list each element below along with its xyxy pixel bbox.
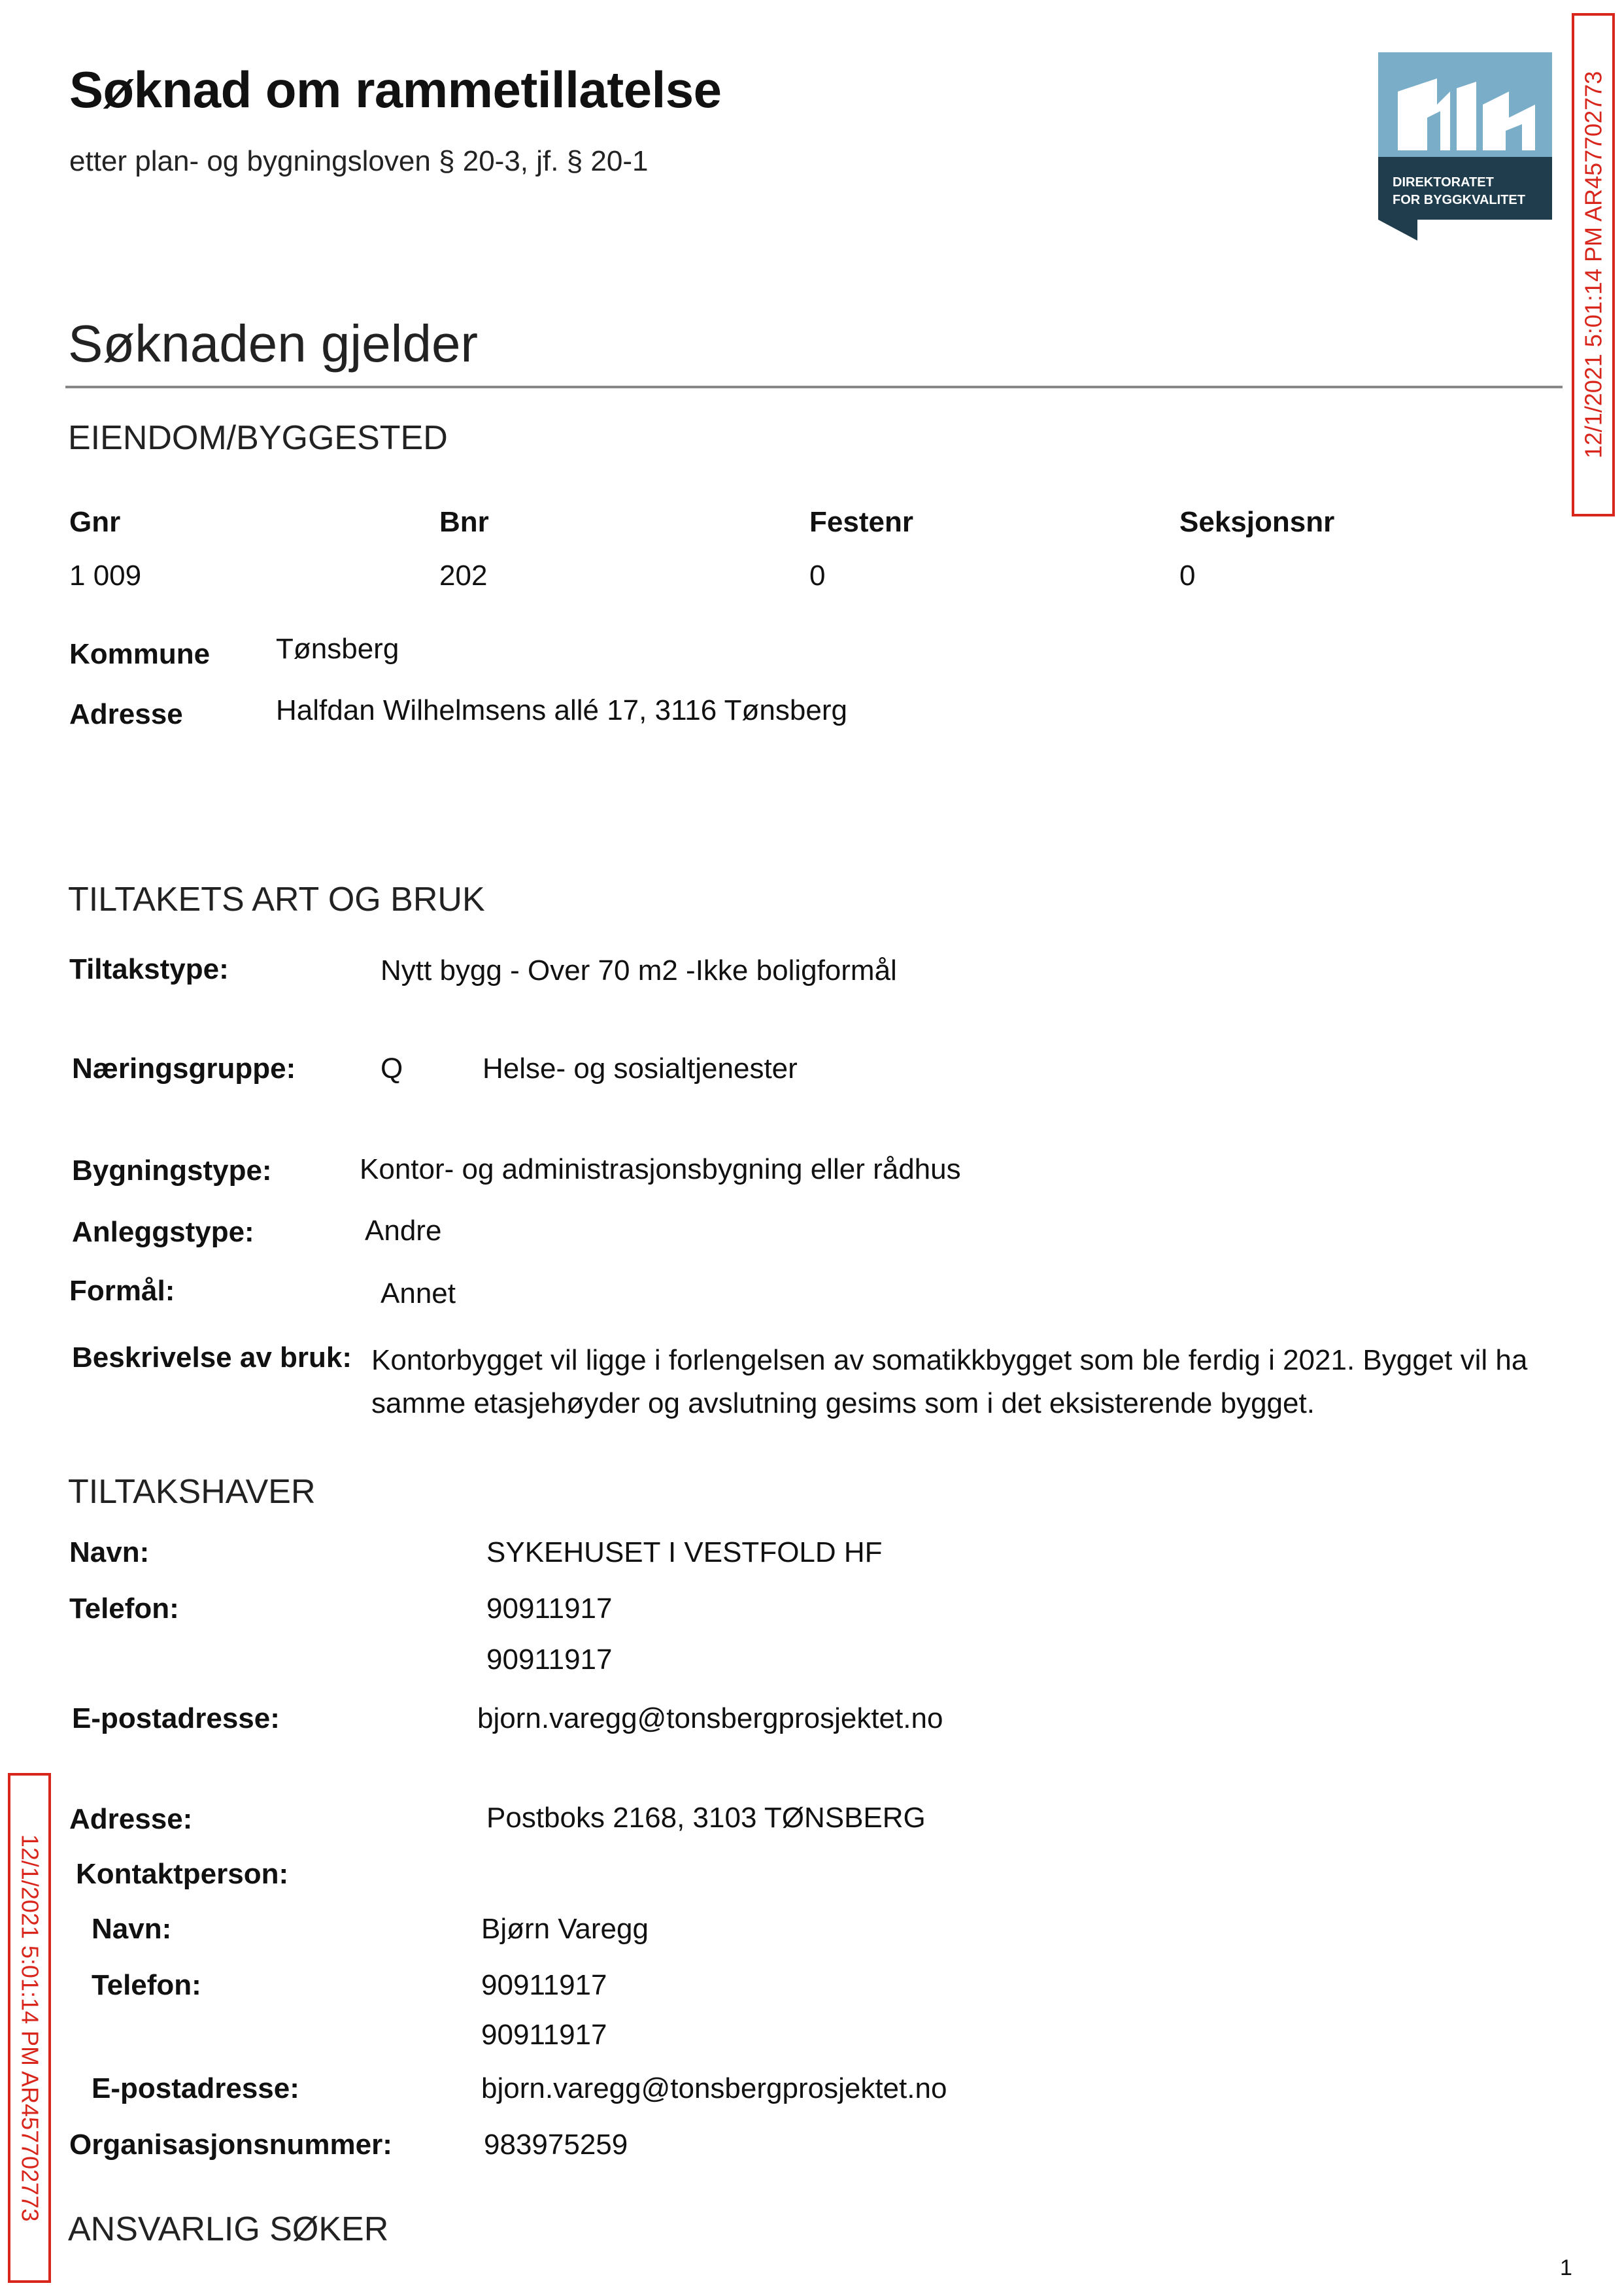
- kontakt-telefon-value-1: 90911917: [481, 1969, 607, 2001]
- dibk-logo-icon: [1378, 52, 1552, 241]
- tiltakshaver-navn-value: SYKEHUSET I VESTFOLD HF: [486, 1536, 883, 1568]
- ansvarlig-soker-heading: ANSVARLIG SØKER: [68, 2210, 389, 2248]
- bygningstype-label: Bygningstype:: [72, 1155, 272, 1187]
- logo-line2: FOR BYGGKVALITET: [1393, 193, 1525, 207]
- naeringsgruppe-code: Q: [381, 1053, 403, 1085]
- dibk-logo: [1378, 52, 1552, 241]
- kommune-label: Kommune: [69, 638, 211, 670]
- section-title: Søknaden gjelder: [68, 314, 479, 373]
- festenr-label: Festenr: [809, 506, 913, 538]
- kommune-value: Tønsberg: [276, 633, 399, 665]
- gnr-value: 1 009: [69, 560, 142, 592]
- bnr-value: 202: [439, 560, 488, 592]
- tiltakshaver-adresse-label: Adresse:: [69, 1803, 193, 1835]
- adresse-label: Adresse: [69, 698, 183, 730]
- tiltakshaver-telefon-value-2: 90911917: [486, 1644, 613, 1676]
- tiltak-heading: TILTAKETS ART OG BRUK: [68, 881, 485, 919]
- beskrivelse-value: Kontorbygget vil ligge i forlengelsen av somatikkbygget som ble ferdig i 2021. Bygget vil ha samme etasjehøyder og avslutning gesims som i det eksisterende bygget.: [371, 1344, 1528, 1419]
- section-divider: [65, 386, 1563, 388]
- gnr-label: Gnr: [69, 506, 121, 538]
- kontakt-epost-value: bjorn.varegg@tonsbergprosjektet.no: [481, 2072, 947, 2104]
- logo-line1: DIREKTORATET: [1393, 175, 1494, 190]
- beskrivelse-label: Beskrivelse av bruk:: [72, 1341, 352, 1374]
- kontakt-telefon-label: Telefon:: [92, 1969, 201, 2001]
- document-title: Søknad om rammetillatelse: [69, 61, 722, 118]
- seksjonsnr-label: Seksjonsnr: [1179, 506, 1335, 538]
- stamp-text-left: 12/1/2021 5:01:14 PM AR457702773: [16, 1834, 43, 2222]
- orgnr-value: 983975259: [484, 2129, 628, 2161]
- tiltakshaver-adresse-value: Postboks 2168, 3103 TØNSBERG: [486, 1802, 926, 1834]
- formal-value: Annet: [381, 1277, 456, 1309]
- tiltakshaver-telefon-value-1: 90911917: [486, 1593, 613, 1625]
- tiltakshaver-heading: TILTAKSHAVER: [68, 1473, 316, 1511]
- anleggstype-value: Andre: [365, 1215, 442, 1247]
- orgnr-label: Organisasjonsnummer:: [69, 2129, 392, 2161]
- adresse-value: Halfdan Wilhelmsens allé 17, 3116 Tønsberg: [276, 694, 847, 726]
- kontakt-telefon-value-2: 90911917: [481, 2019, 607, 2051]
- formal-label: Formål:: [69, 1275, 175, 1307]
- bnr-label: Bnr: [439, 506, 489, 538]
- seksjonsnr-value: 0: [1179, 560, 1196, 592]
- document-subtitle: etter plan- og bygningsloven § 20-3, jf. § 20-1: [69, 145, 649, 177]
- bygningstype-value: Kontor- og administrasjonsbygning eller rådhus: [360, 1153, 961, 1185]
- anleggstype-label: Anleggstype:: [72, 1216, 254, 1248]
- kontakt-navn-label: Navn:: [92, 1913, 172, 1945]
- stamp-text-right: 12/1/2021 5:01:14 PM AR457702773: [1580, 71, 1606, 459]
- naeringsgruppe-value: Helse- og sosialtjenester: [482, 1053, 798, 1085]
- kontakt-epost-label: E-postadresse:: [92, 2072, 299, 2104]
- received-stamp-left: [8, 1773, 51, 2283]
- page-number: 1: [1560, 2255, 1572, 2280]
- eiendom-heading: EIENDOM/BYGGESTED: [68, 419, 448, 457]
- kontakt-navn-value: Bjørn Varegg: [481, 1913, 649, 1945]
- festenr-value: 0: [809, 560, 826, 592]
- tiltakshaver-telefon-label: Telefon:: [69, 1593, 179, 1625]
- tiltakshaver-epost-value: bjorn.varegg@tonsbergprosjektet.no: [477, 1702, 943, 1734]
- kontaktperson-label: Kontaktperson:: [76, 1858, 289, 1890]
- tiltakstype-label: Tiltakstype:: [69, 953, 229, 985]
- naeringsgruppe-label: Næringsgruppe:: [72, 1053, 296, 1085]
- tiltakshaver-epost-label: E-postadresse:: [72, 1702, 280, 1734]
- tiltakshaver-navn-label: Navn:: [69, 1536, 150, 1568]
- received-stamp-right: [1572, 13, 1615, 516]
- tiltakstype-value: Nytt bygg - Over 70 m2 -Ikke boligformål: [381, 954, 897, 987]
